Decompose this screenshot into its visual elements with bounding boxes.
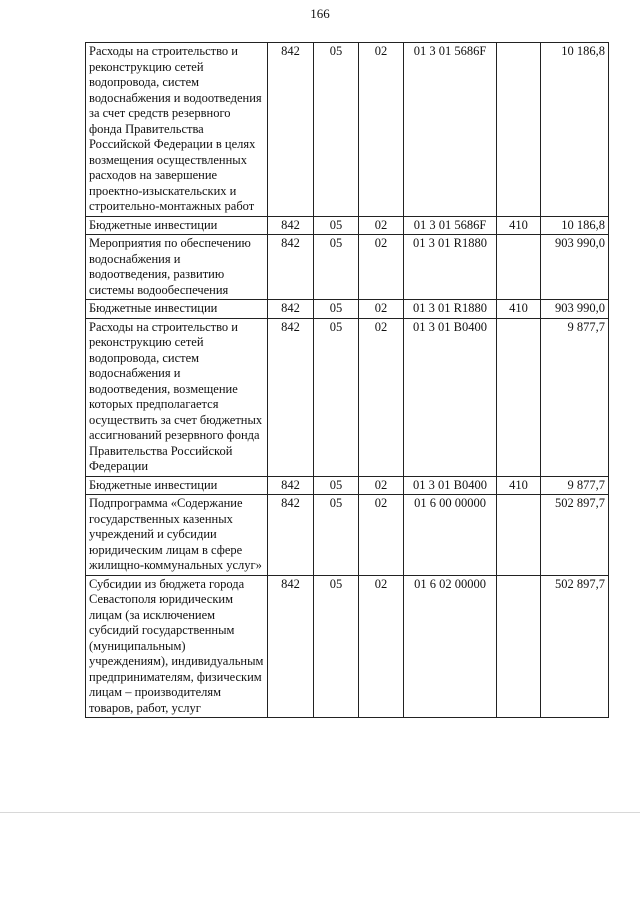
grbs-cell: 842 (268, 43, 314, 217)
budget-table (85, 42, 609, 718)
amount-cell: 903 990,0 (541, 300, 609, 319)
table-row (86, 476, 609, 495)
section-cell: 05 (314, 476, 359, 495)
expense-type-cell (497, 495, 541, 576)
table-row (86, 495, 609, 576)
row-name: Бюджетные инвестиции (86, 476, 268, 495)
section-cell: 05 (314, 43, 359, 217)
target-article-cell: 01 3 01 R1880 (404, 235, 497, 300)
grbs-cell: 842 (268, 235, 314, 300)
row-name: Подпрограмма «Содержание государственных казенных учреждений и субсидии юридическим лицам в сфере жилищно-коммунальных услуг» (86, 495, 268, 576)
expense-type-cell (497, 235, 541, 300)
section-cell: 05 (314, 575, 359, 718)
grbs-cell: 842 (268, 318, 314, 476)
target-article-cell: 01 3 01 5686F (404, 216, 497, 235)
row-name: Субсидии из бюджета города Севастополя юридическим лицам (за исключением субсидий государственным (муниципальным) учреждениям), индивидуальным предпринимателям, физическим лицам – производителям товаров, работ, услуг (86, 575, 268, 718)
table-row (86, 235, 609, 300)
expense-type-cell: 410 (497, 216, 541, 235)
scan-line (0, 812, 640, 813)
amount-cell: 903 990,0 (541, 235, 609, 300)
section-cell: 05 (314, 216, 359, 235)
amount-cell: 10 186,8 (541, 216, 609, 235)
row-name: Расходы на строительство и реконструкцию сетей водопровода, систем водоснабжения и водоотведения за счет средств резервного фонда Правительства Российской Федерации в целях возмещения осуществленных расходов на завершение проектно-изыскательских и строительно-монтажных работ (86, 43, 268, 217)
subsection-cell: 02 (359, 235, 404, 300)
row-name: Мероприятия по обеспечению водоснабжения и водоотведения, развитию системы водообеспечения (86, 235, 268, 300)
target-article-cell: 01 3 01 В0400 (404, 476, 497, 495)
section-cell: 05 (314, 318, 359, 476)
amount-cell: 9 877,7 (541, 318, 609, 476)
expense-type-cell (497, 43, 541, 217)
expense-type-cell: 410 (497, 476, 541, 495)
section-cell: 05 (314, 495, 359, 576)
amount-cell: 9 877,7 (541, 476, 609, 495)
amount-cell: 502 897,7 (541, 575, 609, 718)
expense-type-cell: 410 (497, 300, 541, 319)
table-row (86, 43, 609, 217)
target-article-cell: 01 3 01 5686F (404, 43, 497, 217)
row-name: Расходы на строительство и реконструкцию сетей водопровода, систем водоснабжения и водоотведения, возмещение которых предполагается осуществить за счет бюджетных ассигнований резервного фонда Правительства Российской Федерации (86, 318, 268, 476)
target-article-cell: 01 3 01 R1880 (404, 300, 497, 319)
subsection-cell: 02 (359, 495, 404, 576)
grbs-cell: 842 (268, 300, 314, 319)
table-row (86, 216, 609, 235)
subsection-cell: 02 (359, 216, 404, 235)
amount-cell: 10 186,8 (541, 43, 609, 217)
target-article-cell: 01 6 00 00000 (404, 495, 497, 576)
subsection-cell: 02 (359, 43, 404, 217)
subsection-cell: 02 (359, 575, 404, 718)
section-cell: 05 (314, 300, 359, 319)
subsection-cell: 02 (359, 476, 404, 495)
subsection-cell: 02 (359, 300, 404, 319)
table-row (86, 318, 609, 476)
expense-type-cell (497, 318, 541, 476)
page-number: 166 (310, 6, 330, 21)
row-name: Бюджетные инвестиции (86, 300, 268, 319)
subsection-cell: 02 (359, 318, 404, 476)
grbs-cell: 842 (268, 495, 314, 576)
grbs-cell: 842 (268, 216, 314, 235)
amount-cell: 502 897,7 (541, 495, 609, 576)
expense-type-cell (497, 575, 541, 718)
target-article-cell: 01 6 02 00000 (404, 575, 497, 718)
table-row (86, 300, 609, 319)
grbs-cell: 842 (268, 476, 314, 495)
section-cell: 05 (314, 235, 359, 300)
target-article-cell: 01 3 01 В0400 (404, 318, 497, 476)
row-name: Бюджетные инвестиции (86, 216, 268, 235)
table-row (86, 575, 609, 718)
grbs-cell: 842 (268, 575, 314, 718)
